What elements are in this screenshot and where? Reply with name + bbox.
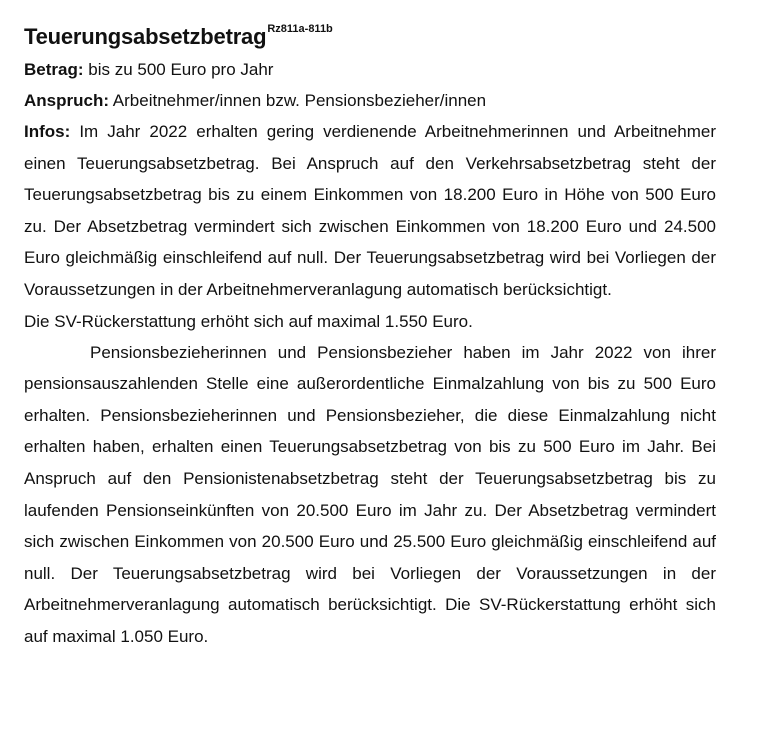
- infos-paragraph: [24, 116, 716, 306]
- betrag-label: Betrag:: [24, 60, 84, 79]
- anspruch-line: [24, 85, 716, 116]
- pension-paragraph: Pensionsbezieherinnen und Pensionsbezieher haben im Jahr 2022 von ihrer pensionsauszahlenden Stelle eine außerordentliche Einmalzahlung von bis zu 500 Euro erhalten. Pensionsbezieherinnen und Pensionsbezieher, die diese Einmalzahlung nicht erhalten haben, erhalten einen Teuerungsabsetzbetrag von bis zu 500 Euro im Jahr. Bei Anspruch auf den Pensionistenabsetzbetrag steht der Teuerungsabsetzbetrag bis zu laufenden Pensionseinkünften von 20.500 Euro im Jahr zu. Der Absetzbetrag vermindert sich zwischen Einkommen von 20.500 Euro und 25.500 Euro gleichmäßig einschleifend auf null. Der Teuerungsabsetzbetrag wird bei Vorliegen der Voraussetzungen in der Arbeitnehmerveranlagung automatisch berücksichtigt. Die SV-Rückerstattung erhöht sich auf maximal 1.050 Euro.: [24, 342, 716, 646]
- betrag-value: bis zu 500 Euro pro Jahr: [83, 60, 274, 79]
- sv-refund-line: Die SV-Rückerstattung erhöht sich auf maximal 1.550 Euro.: [24, 311, 473, 331]
- heading-title: Teuerungsabsetzbetrag: [24, 24, 267, 49]
- heading-reference: Rz811a-811b: [267, 23, 333, 35]
- betrag-line: [24, 54, 716, 85]
- infos-text: Im Jahr 2022 erhalten gering verdienende Arbeitnehmerinnen und Arbeitnehmer einen Teuerungsabsetzbetrag. Bei Anspruch auf den Verkehrsabsetzbetrag steht der Teuerungsabsetzbetrag bis zu einem Einkommen von 18.200 Euro in Höhe von 500 Euro zu. Der Absetzbetrag vermindert sich zwischen Einkommen von 18.200 Euro und 24.500 Euro gleichmäßig einschleifend auf null. Der Teuerungsabsetzbetrag wird bei Vorliegen der Voraussetzungen in der Arbeitnehmerveranlagung automatisch berücksichtigt.: [24, 122, 716, 299]
- section-heading: [24, 14, 716, 52]
- anspruch-label: Anspruch:: [24, 91, 109, 110]
- anspruch-value: Arbeitnehmer/innen bzw. Pensionsbezieher/innen: [109, 91, 487, 110]
- infos-label: Infos:: [24, 122, 71, 141]
